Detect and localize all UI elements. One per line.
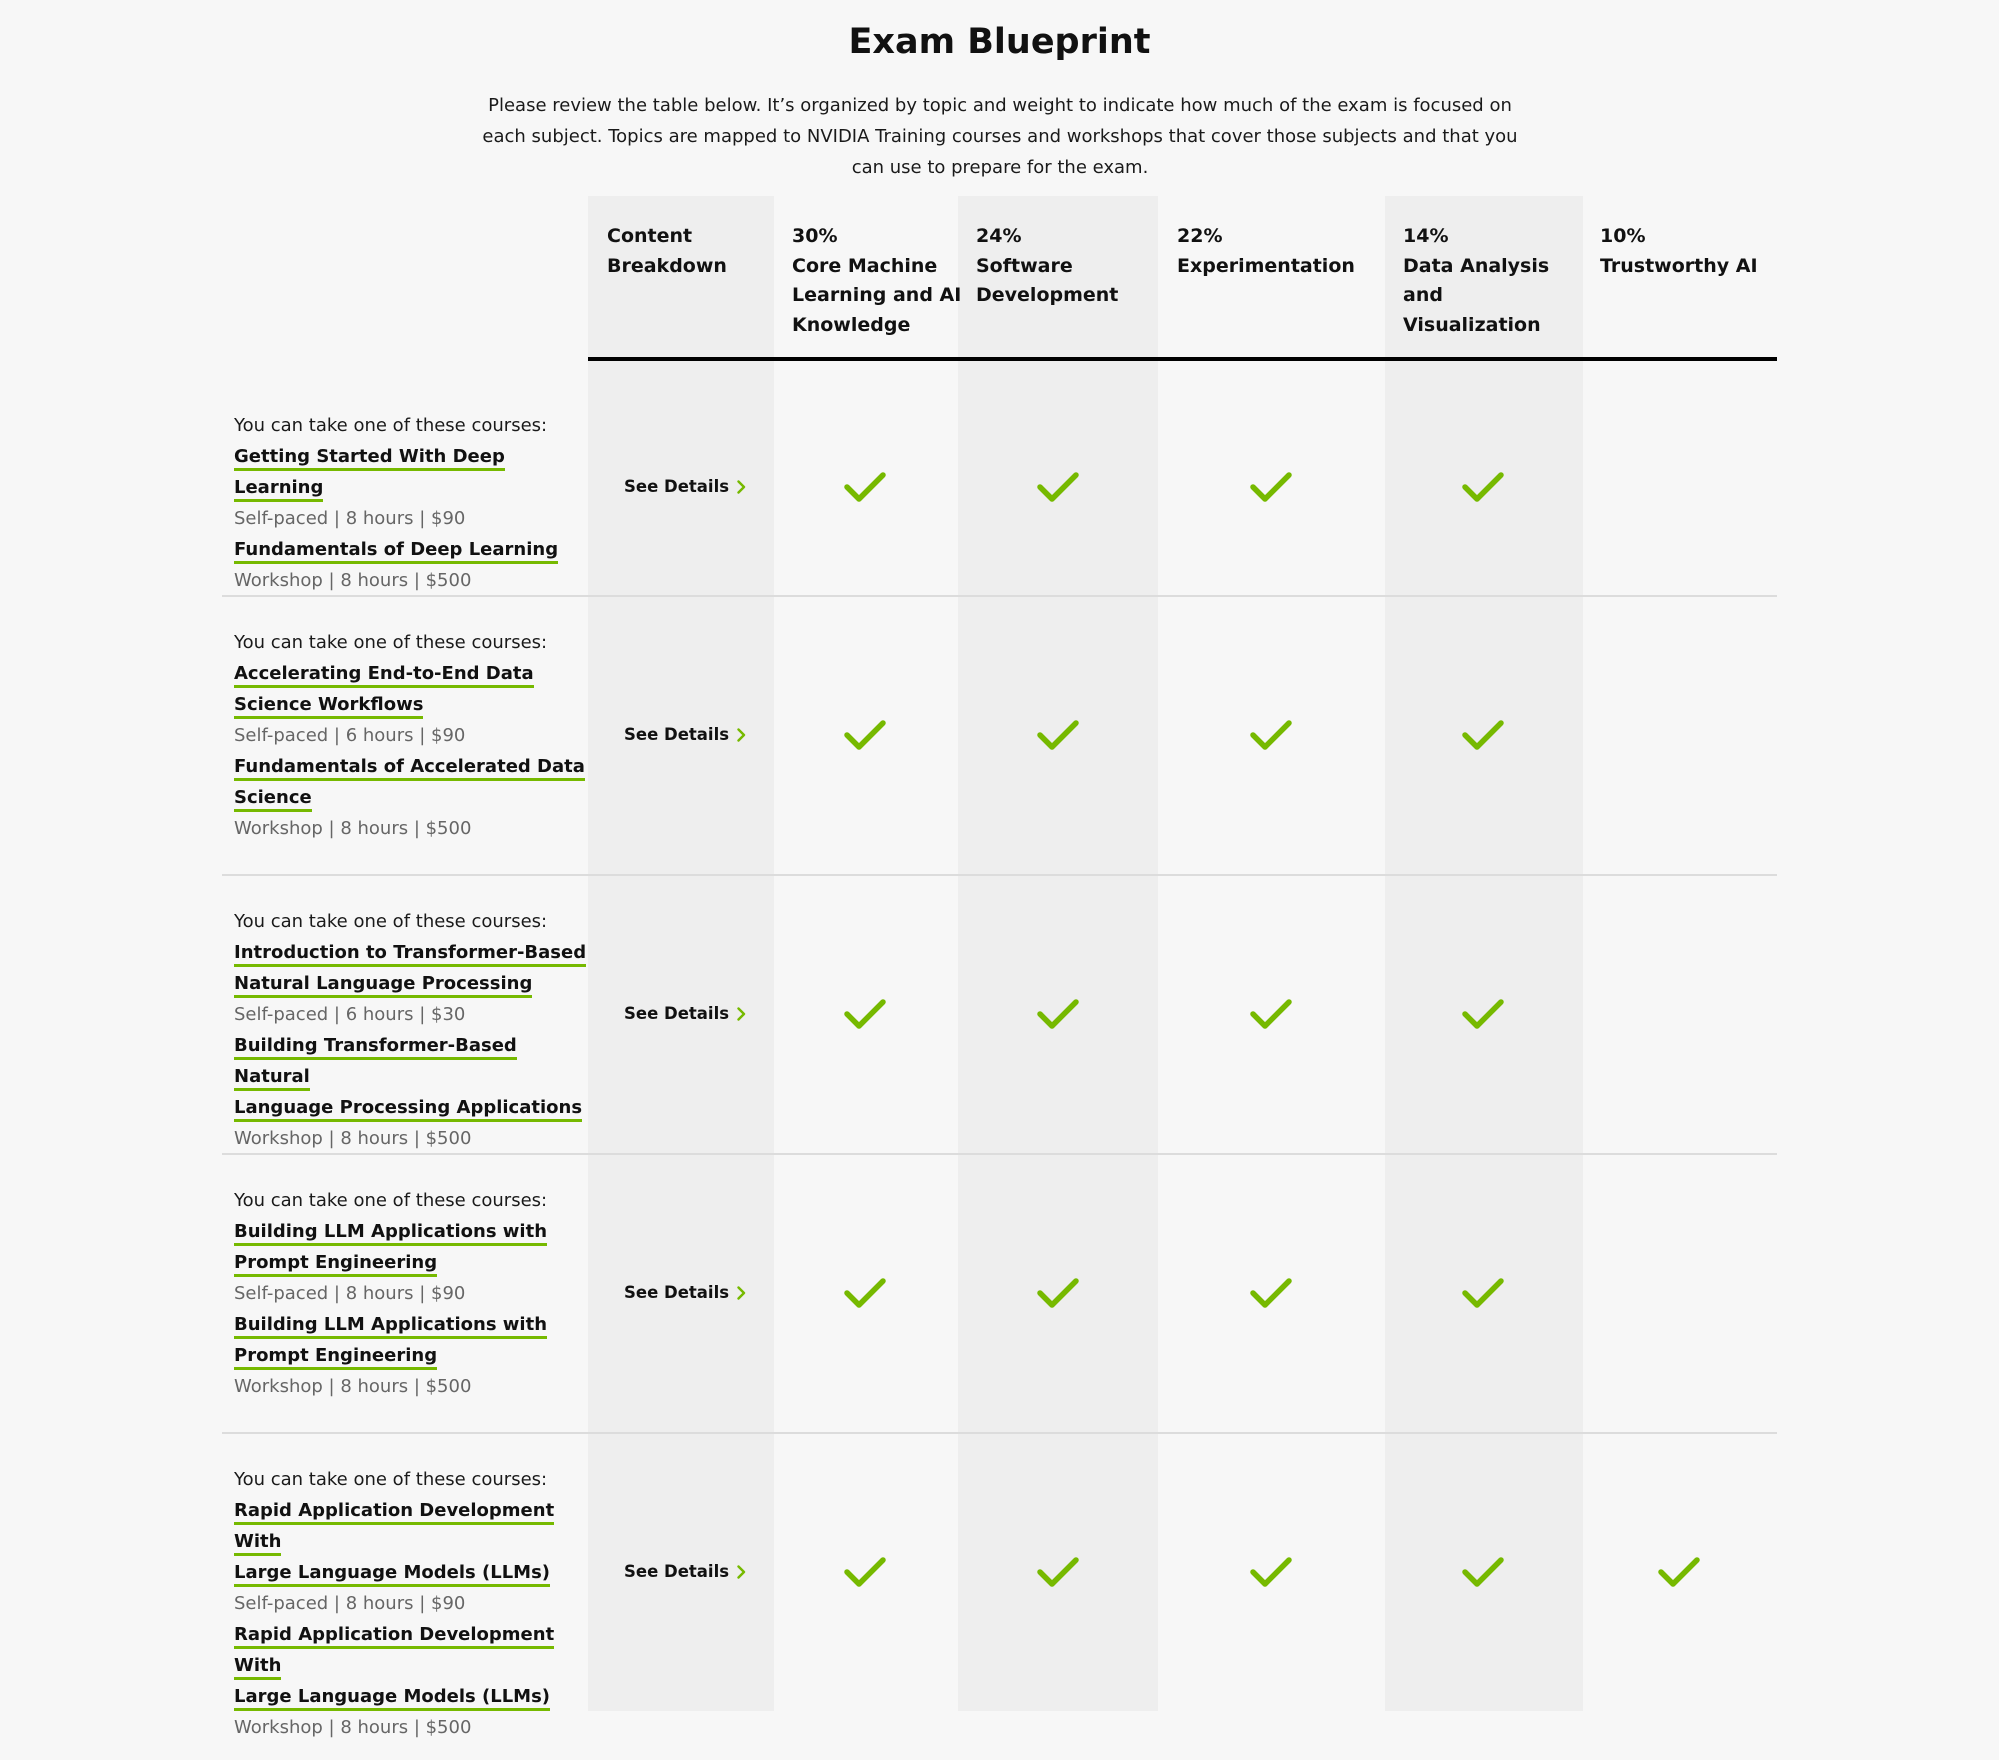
check-icon [1250, 1556, 1292, 1588]
course-list [234, 1185, 594, 1402]
course-link[interactable]: Science [234, 787, 312, 812]
check-icon [1037, 1277, 1079, 1309]
column-header [607, 222, 727, 281]
check-icon [1250, 471, 1292, 503]
see-details-link[interactable] [624, 1562, 746, 1582]
see-details-link[interactable] [624, 1283, 746, 1303]
course-link-line-wrap [234, 1030, 594, 1092]
check-icon [1462, 998, 1504, 1030]
course-link-line-wrap [234, 782, 594, 813]
column-header-line: and [1403, 284, 1443, 306]
intro-text: Please review the table below. It’s organized by topic and weight to indicate how much of the exam is focused on each subject. Topics are mapped to NVIDIA Training courses and workshops that cover those subjects and that you can use to prepare for the exam. [482, 95, 1518, 178]
column-header-line: Visualization [1403, 313, 1541, 336]
course-link[interactable]: Prompt Engineering [234, 1345, 437, 1370]
column-header-line: Data Analysis [1403, 254, 1550, 277]
check-icon [1037, 719, 1079, 751]
course-meta: Self-paced | 8 hours | $90 [234, 1283, 466, 1304]
column-shade [588, 196, 774, 1711]
course-link-line-wrap [234, 937, 594, 968]
check-icon [844, 1277, 886, 1309]
course-link[interactable]: Natural Language Processing [234, 973, 532, 998]
check-icon [1462, 1277, 1504, 1309]
row-divider [222, 874, 1777, 876]
workshop-meta: Workshop | 8 hours | $500 [234, 570, 472, 591]
see-details-label: See Details [624, 1562, 730, 1581]
course-meta: Self-paced | 8 hours | $90 [234, 508, 466, 529]
page-title: Exam Blueprint [848, 22, 1151, 62]
see-details-link[interactable] [624, 725, 746, 745]
course-meta: Self-paced | 6 hours | $30 [234, 1004, 466, 1025]
course-link[interactable]: Introduction to Transformer-Based [234, 942, 586, 967]
column-header-line: Experimentation [1177, 254, 1355, 277]
course-link-line-wrap [234, 1619, 594, 1681]
column-header-line: Trustworthy AI [1600, 254, 1758, 277]
course-list [234, 627, 594, 844]
column-header-line: Software [976, 254, 1073, 277]
column-shade [1385, 196, 1583, 1711]
column-header-line: Knowledge [792, 313, 911, 336]
see-details-link[interactable] [624, 477, 746, 497]
column-header [792, 222, 961, 340]
course-link-line-wrap [234, 658, 594, 689]
column-header [976, 222, 1118, 311]
header-divider [588, 357, 1777, 361]
check-icon [1250, 998, 1292, 1030]
course-list-lead: You can take one of these courses: [234, 911, 548, 932]
course-link[interactable]: Language Processing Applications [234, 1097, 582, 1122]
course-list-lead: You can take one of these courses: [234, 1190, 548, 1211]
course-link-line-wrap [234, 534, 594, 565]
course-list-lead: You can take one of these courses: [234, 1469, 548, 1490]
check-icon [844, 1556, 886, 1588]
column-header-line: Breakdown [607, 254, 727, 277]
course-link-line-wrap [234, 1309, 594, 1340]
check-icon [1462, 471, 1504, 503]
check-icon [1250, 1277, 1292, 1309]
check-icon [1037, 471, 1079, 503]
course-link[interactable]: Large Language Models (LLMs) [234, 1686, 550, 1711]
column-header-line: Development [976, 284, 1119, 306]
chevron-right-icon [737, 728, 746, 742]
chevron-right-icon [737, 1286, 746, 1300]
see-details-label: See Details [624, 725, 730, 744]
check-icon [844, 998, 886, 1030]
course-link-line-wrap [234, 689, 594, 720]
course-link[interactable]: Accelerating End-to-End Data [234, 663, 534, 688]
course-link[interactable]: Prompt Engineering [234, 1252, 437, 1277]
column-header-line: 14% [1403, 225, 1449, 247]
column-header-line: 10% [1600, 225, 1646, 247]
workshop-meta: Workshop | 8 hours | $500 [234, 1376, 472, 1397]
column-shade [958, 196, 1158, 1711]
course-link[interactable]: Building LLM Applications with [234, 1221, 547, 1246]
course-link[interactable]: Getting Started With Deep Learning [234, 446, 505, 502]
workshop-meta: Workshop | 8 hours | $500 [234, 1128, 472, 1149]
check-icon [1462, 1556, 1504, 1588]
course-link[interactable]: Fundamentals of Accelerated Data [234, 756, 585, 781]
course-link[interactable]: Rapid Application Development With [234, 1624, 554, 1680]
course-link-line-wrap [234, 1495, 594, 1557]
check-icon [844, 719, 886, 751]
see-details-link[interactable] [624, 1004, 746, 1024]
see-details-label: See Details [624, 477, 730, 496]
course-list-lead: You can take one of these courses: [234, 632, 548, 653]
row-divider [222, 1432, 1777, 1434]
course-link[interactable]: Large Language Models (LLMs) [234, 1562, 550, 1587]
column-header-line: Content [607, 225, 693, 247]
check-icon [1037, 998, 1079, 1030]
check-icon [1037, 1556, 1079, 1588]
course-list [234, 906, 594, 1154]
workshop-meta: Workshop | 8 hours | $500 [234, 818, 472, 839]
course-link[interactable]: Building Transformer-Based Natural [234, 1035, 517, 1091]
column-header-line: 24% [976, 225, 1022, 247]
course-link[interactable]: Fundamentals of Deep Learning [234, 539, 558, 564]
course-link-line-wrap [234, 968, 594, 999]
check-icon [1250, 719, 1292, 751]
course-link-line-wrap [234, 441, 594, 503]
check-icon [844, 471, 886, 503]
course-link-line-wrap [234, 1092, 594, 1123]
course-link-line-wrap [234, 1681, 594, 1712]
course-meta: Self-paced | 6 hours | $90 [234, 725, 466, 746]
course-list-lead: You can take one of these courses: [234, 415, 548, 436]
course-meta: Self-paced | 8 hours | $90 [234, 1593, 466, 1614]
check-icon [1658, 1556, 1700, 1588]
see-details-label: See Details [624, 1004, 730, 1023]
column-header-line: 30% [792, 225, 838, 247]
chevron-right-icon [737, 480, 746, 494]
course-link-line-wrap [234, 1557, 594, 1588]
chevron-right-icon [737, 1565, 746, 1579]
course-list [234, 1464, 594, 1743]
see-details-label: See Details [624, 1283, 730, 1302]
course-link-line-wrap [234, 1247, 594, 1278]
chevron-right-icon [737, 1007, 746, 1021]
column-header [1403, 222, 1549, 340]
course-link[interactable]: Building LLM Applications with [234, 1314, 547, 1339]
column-header-line: 22% [1177, 225, 1223, 247]
course-link-line-wrap [234, 1216, 594, 1247]
check-icon [1462, 719, 1504, 751]
column-header-line: Core Machine [792, 254, 938, 277]
column-header [1177, 222, 1355, 281]
course-list [234, 410, 594, 596]
course-link-line-wrap [234, 751, 594, 782]
column-header [1600, 222, 1758, 281]
column-header-line: Learning and AI [792, 284, 962, 306]
workshop-meta: Workshop | 8 hours | $500 [234, 1717, 472, 1738]
course-link[interactable]: Rapid Application Development With [234, 1500, 554, 1556]
course-link[interactable]: Science Workflows [234, 694, 423, 719]
course-link-line-wrap [234, 1340, 594, 1371]
